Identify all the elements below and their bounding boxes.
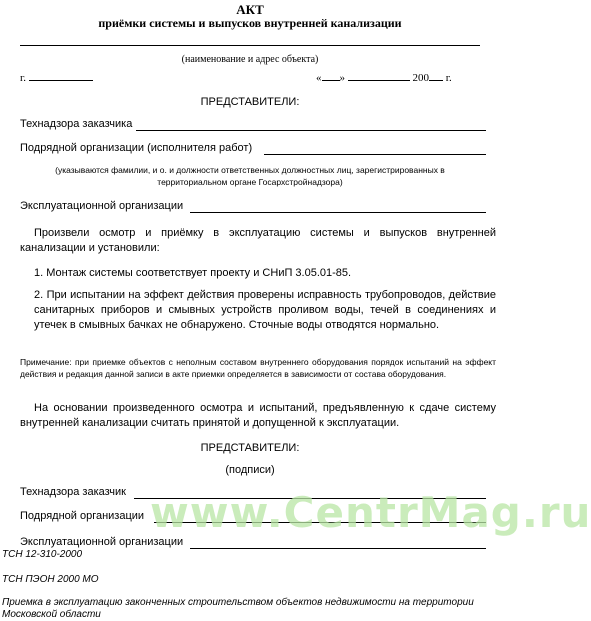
date-field — [316, 70, 452, 84]
technadzor-label: Технадзора заказчика — [20, 118, 133, 130]
site-watermark: www.CentrMag.ru — [150, 488, 591, 537]
conclusion-paragraph: На основании произведенного осмотра и испытаний, предъявленную к сдаче систему внутренней канализации считать принятой и допущенной к эксплуатации. — [20, 402, 496, 429]
footer-ref-1: ТСН 12-310-2000 — [2, 549, 83, 560]
date-open-quote: « — [316, 72, 322, 84]
finding-2: 2. При испытании на эффект действия проверены исправность трубопроводов, действие санитарных приборов и смывных устройств проливом воды, течей в соединениях и утечек в смывных бачках не обнаружено. Сточные воды отводятся нормально. — [34, 289, 496, 331]
day-blank — [322, 70, 340, 81]
operating-label: Эксплуатационной организации — [20, 200, 184, 212]
city-field — [20, 70, 93, 84]
object-name-caption: (наименование и адрес объекта) — [181, 54, 319, 65]
sign-operating-label: Эксплуатационной организации — [20, 536, 184, 548]
city-blank — [29, 70, 93, 81]
contractor-line — [264, 154, 486, 155]
sign-operating-line — [190, 548, 486, 549]
operating-line — [190, 212, 486, 213]
month-blank — [348, 70, 410, 81]
sign-contractor-label: Подрядной организации — [20, 510, 145, 522]
doc-subtitle: приёмки системы и выпусков внутренней канализации — [98, 16, 402, 30]
year-prefix: 200 — [412, 72, 429, 84]
signatures-caption: (подписи) — [225, 464, 275, 476]
technadzor-line — [136, 130, 486, 131]
signatures-heading: ПРЕДСТАВИТЕЛИ: — [200, 442, 300, 454]
remark-note: Примечание: при приемке объектов с неполным составом внутреннего оборудования порядок испытаний на эффект действия и редакция данной записи в акте приемки определяется в зависимости от состава оборудования. — [20, 357, 496, 379]
footer-ref-3: Приемка в эксплуатацию законченных строительством объектов недвижимости на территории Московской области — [2, 597, 474, 620]
finding-1: 1. Монтаж системы соответствует проекту и СНиП 3.05.01-85. — [34, 267, 352, 279]
representatives-heading: ПРЕДСТАВИТЕЛИ: — [200, 96, 300, 108]
city-prefix: г. — [20, 72, 27, 84]
footer-ref-2: ТСН ПЭОН 2000 МО — [2, 574, 99, 585]
date-close-quote: » — [339, 72, 345, 84]
intro-paragraph: Произвели осмотр и приёмку в эксплуатацию системы и выпусков внутренней канализации и установили: — [20, 227, 496, 254]
sign-technadzor-label: Технадзора заказчик — [20, 486, 126, 498]
year-suffix: г. — [445, 72, 452, 84]
object-name-line — [20, 45, 480, 46]
doc-title: АКТ — [236, 2, 264, 17]
contractor-label: Подрядной организации (исполнителя работ) — [20, 142, 253, 154]
parties-note: (указываются фамилии, и о. и должности ответственных должностных лиц, зарегистрированных в территориальном органе Госархстройнадзора) — [55, 165, 445, 187]
year-blank — [429, 70, 443, 81]
